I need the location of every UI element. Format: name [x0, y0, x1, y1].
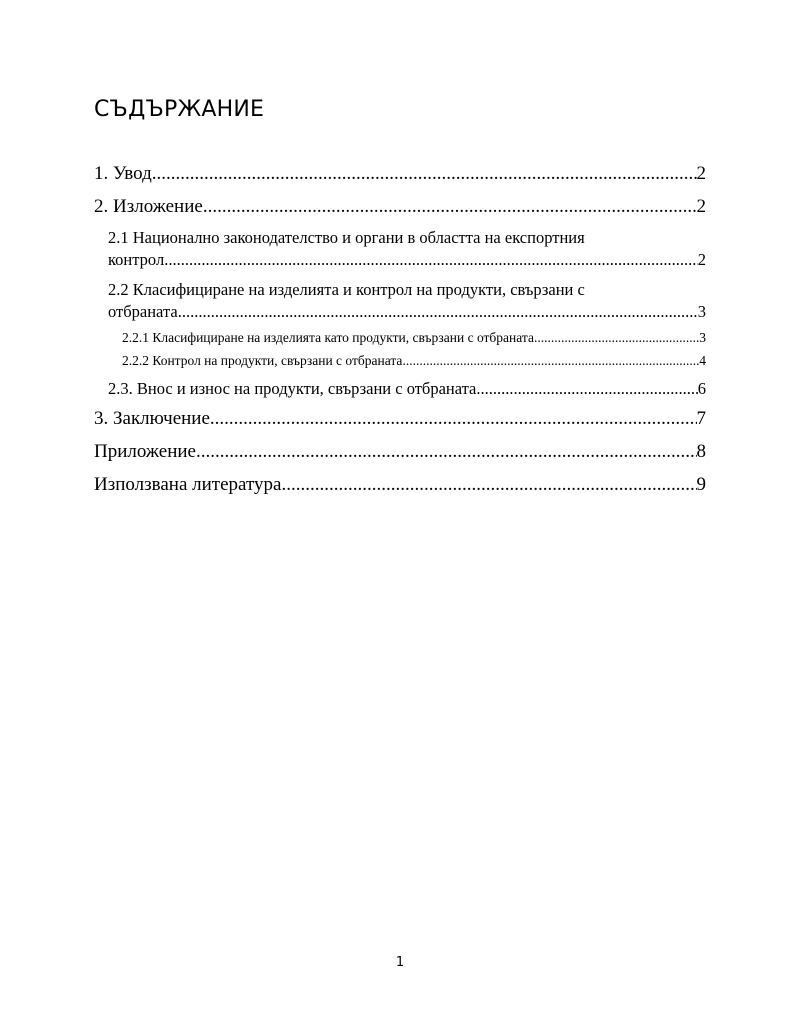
- toc-entry-title: 2.2.2 Контрол на продукти, свързани с отбраната: [122, 353, 403, 368]
- toc-entry-2-2-1[interactable]: [94, 329, 706, 347]
- dot-leader: [152, 162, 697, 186]
- toc-entry-page: 8: [696, 441, 706, 462]
- toc-entry-title: Приложение: [94, 441, 196, 462]
- toc-entry-title: 3. Заключение: [94, 408, 210, 429]
- toc-entry-title: 2.3. Внос и износ на продукти, свързани с отбраната: [108, 379, 477, 398]
- toc-entry-title-line2: отбраната: [108, 302, 178, 321]
- toc-entry-page: 2: [696, 163, 706, 184]
- dot-leader: [534, 329, 699, 347]
- toc-entry-2-2[interactable]: [94, 279, 706, 323]
- dot-leader: [402, 352, 699, 370]
- toc-entry-introduction[interactable]: [94, 162, 706, 186]
- dot-leader: [196, 440, 697, 464]
- toc-entry-page: 7: [696, 408, 706, 429]
- toc-entry-appendix[interactable]: [94, 440, 706, 464]
- dot-leader: [164, 249, 698, 271]
- page-number: 1: [395, 955, 405, 970]
- toc-entry-title-line1: 2.2 Класифициране на изделията и контрол на продукти, свързани с: [108, 280, 585, 299]
- toc-entry-page: 3: [699, 330, 706, 345]
- toc-entry-page: 4: [699, 353, 706, 368]
- page-title: СЪДЪРЖАНИЕ: [94, 97, 265, 122]
- dot-leader: [210, 407, 697, 431]
- toc-entry-references[interactable]: [94, 473, 706, 497]
- toc-entry-2-2-2[interactable]: [94, 352, 706, 370]
- table-of-contents: [94, 155, 706, 497]
- toc-entry-title: 2.2.1 Класифициране на изделията като продукти, свързани с отбраната: [122, 330, 534, 345]
- toc-entry-page: 6: [697, 379, 706, 398]
- toc-entry-exposition[interactable]: [94, 195, 706, 219]
- toc-entry-page: 3: [697, 302, 706, 321]
- toc-entry-title-line1: 2.1 Национално законодателство и органи в областта на експортния: [108, 228, 585, 247]
- dot-leader: [178, 301, 698, 323]
- dot-leader: [203, 195, 697, 219]
- toc-entry-page: 2: [697, 250, 706, 269]
- toc-entry-title: 1. Увод: [94, 163, 152, 184]
- dot-leader: [476, 378, 697, 400]
- toc-entry-page: 2: [696, 196, 706, 217]
- toc-entry-title: Използвана литература: [94, 474, 282, 495]
- toc-entry-title: 2. Изложение: [94, 196, 203, 217]
- toc-entry-2-1[interactable]: [94, 227, 706, 271]
- toc-entry-2-3[interactable]: [94, 378, 706, 400]
- toc-entry-conclusion[interactable]: [94, 407, 706, 431]
- toc-entry-page: 9: [696, 474, 706, 495]
- dot-leader: [281, 473, 696, 497]
- toc-entry-title-line2: контрол: [108, 250, 165, 269]
